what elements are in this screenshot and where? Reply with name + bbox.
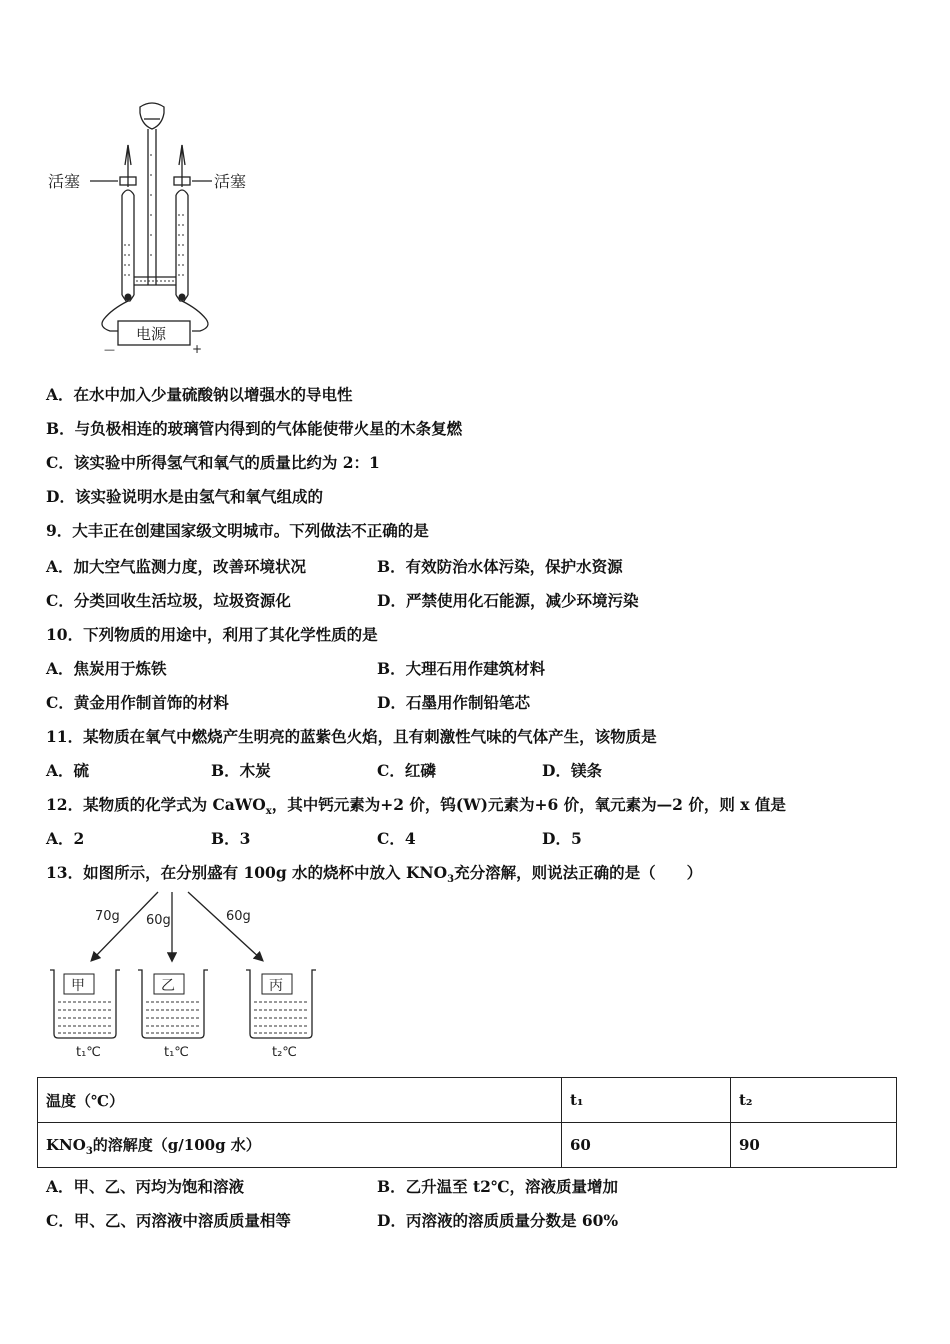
table-row [38, 1123, 897, 1168]
table-value-t2: 90 [731, 1123, 897, 1168]
q9-stem: 9．大丰正在创建国家级文明城市。下列做法不正确的是 [46, 521, 429, 540]
mass-label-3: 60g [226, 909, 251, 924]
q8-option-b: B．与负极相连的玻璃管内得到的气体能使带火星的木条复燃 [46, 419, 463, 438]
q13-stem-part-b: 充分溶解，则说法正确的是（ ） [454, 863, 703, 882]
mass-label-2: 60g [146, 913, 171, 928]
temp-label-jia: t₁℃ [76, 1045, 101, 1060]
q13-option-a: A．甲、乙、丙均为饱和溶液 [46, 1177, 245, 1196]
q13-option-c: C．甲、乙、丙溶液中溶质质量相等 [46, 1211, 291, 1230]
mass-label-1: 70g [95, 909, 120, 924]
beaker-jia [50, 970, 120, 1060]
beaker-label-yi: 乙 [161, 978, 175, 994]
q10-option-a: A．焦炭用于炼铁 [46, 659, 167, 678]
table-header-t2: t₂ [731, 1078, 897, 1123]
q12-stem-part-b: ，其中钙元素为+2 价，钨(W)元素为+6 价，氧元素为—2 价，则 x 值是 [271, 795, 786, 814]
beaker-label-bing: 丙 [269, 978, 283, 994]
q11-option-a: A．硫 [46, 761, 90, 780]
q9-option-c: C．分类回收生活垃圾，垃圾资源化 [46, 591, 291, 610]
temp-label-bing: t₂℃ [272, 1045, 297, 1060]
q9-option-a: A．加大空气监测力度，改善环境状况 [46, 557, 307, 576]
q13-option-d: D．丙溶液的溶质质量分数是 60% [377, 1211, 619, 1230]
table-row [38, 1078, 897, 1123]
stopcock-label-right: 活塞 [214, 172, 247, 191]
q13-formula-subscript: 3 [447, 874, 455, 886]
q12-option-d: D．5 [542, 829, 582, 848]
q10-option-c: C．黄金用作制首饰的材料 [46, 693, 229, 712]
table-row-label [38, 1123, 562, 1168]
table-value-t1: 60 [562, 1123, 731, 1168]
q13-stem-part-a: 13．如图所示，在分别盛有 100g 水的烧杯中放入 KNO [46, 863, 448, 882]
q8-option-a: A．在水中加入少量硫酸钠以增强水的导电性 [46, 385, 353, 404]
q8-option-c: C．该实验中所得氢气和氧气的质量比约为 2：1 [46, 453, 380, 472]
q11-option-d: D．镁条 [542, 761, 602, 780]
positive-terminal-label: + [192, 342, 203, 356]
q10-option-d: D．石墨用作制铅笔芯 [377, 693, 530, 712]
q12-stem-part-a: 12．某物质的化学式为 CaWO [46, 795, 266, 814]
beaker-bing [246, 970, 316, 1060]
q12-option-b: B．3 [211, 829, 251, 848]
q9-option-b: B．有效防治水体污染，保护水资源 [377, 557, 623, 576]
q11-option-b: B．木炭 [211, 761, 271, 780]
q10-stem: 10．下列物质的用途中，利用了其化学性质的是 [46, 625, 378, 644]
solubility-table [37, 1077, 897, 1168]
table-row-label-subscript: 3 [85, 1145, 93, 1157]
q12-formula-subscript: x [265, 806, 272, 818]
q11-stem: 11．某物质在氧气中燃烧产生明亮的蓝紫色火焰，且有刺激性气味的气体产生，该物质是 [46, 727, 657, 746]
q12-stem [46, 795, 786, 822]
table-header-temperature: 温度（℃） [38, 1078, 562, 1123]
table-row-label-a: KNO [46, 1135, 86, 1154]
table-row-label-b: 的溶解度（g/100g 水） [92, 1135, 261, 1154]
q10-option-b: B．大理石用作建筑材料 [377, 659, 546, 678]
electrolysis-apparatus-figure [40, 95, 270, 365]
negative-terminal-label: — [104, 343, 115, 356]
q13-stem [46, 863, 702, 890]
beaker-yi [138, 970, 208, 1060]
q13-option-b: B．乙升温至 t2℃，溶液质量增加 [377, 1177, 619, 1196]
q12-option-a: A．2 [46, 829, 85, 848]
q12-option-c: C．4 [377, 829, 416, 848]
beaker-label-jia: 甲 [71, 978, 85, 994]
temp-label-yi: t₁℃ [164, 1045, 189, 1060]
beakers-figure [40, 888, 330, 1068]
q8-option-d: D．该实验说明水是由氢气和氧气组成的 [46, 487, 323, 506]
power-supply-label: 电源 [136, 325, 167, 343]
q9-option-d: D．严禁使用化石能源，减少环境污染 [377, 591, 639, 610]
stopcock-label-left: 活塞 [48, 172, 81, 191]
q11-option-c: C．红磷 [377, 761, 436, 780]
table-header-t1: t₁ [562, 1078, 731, 1123]
